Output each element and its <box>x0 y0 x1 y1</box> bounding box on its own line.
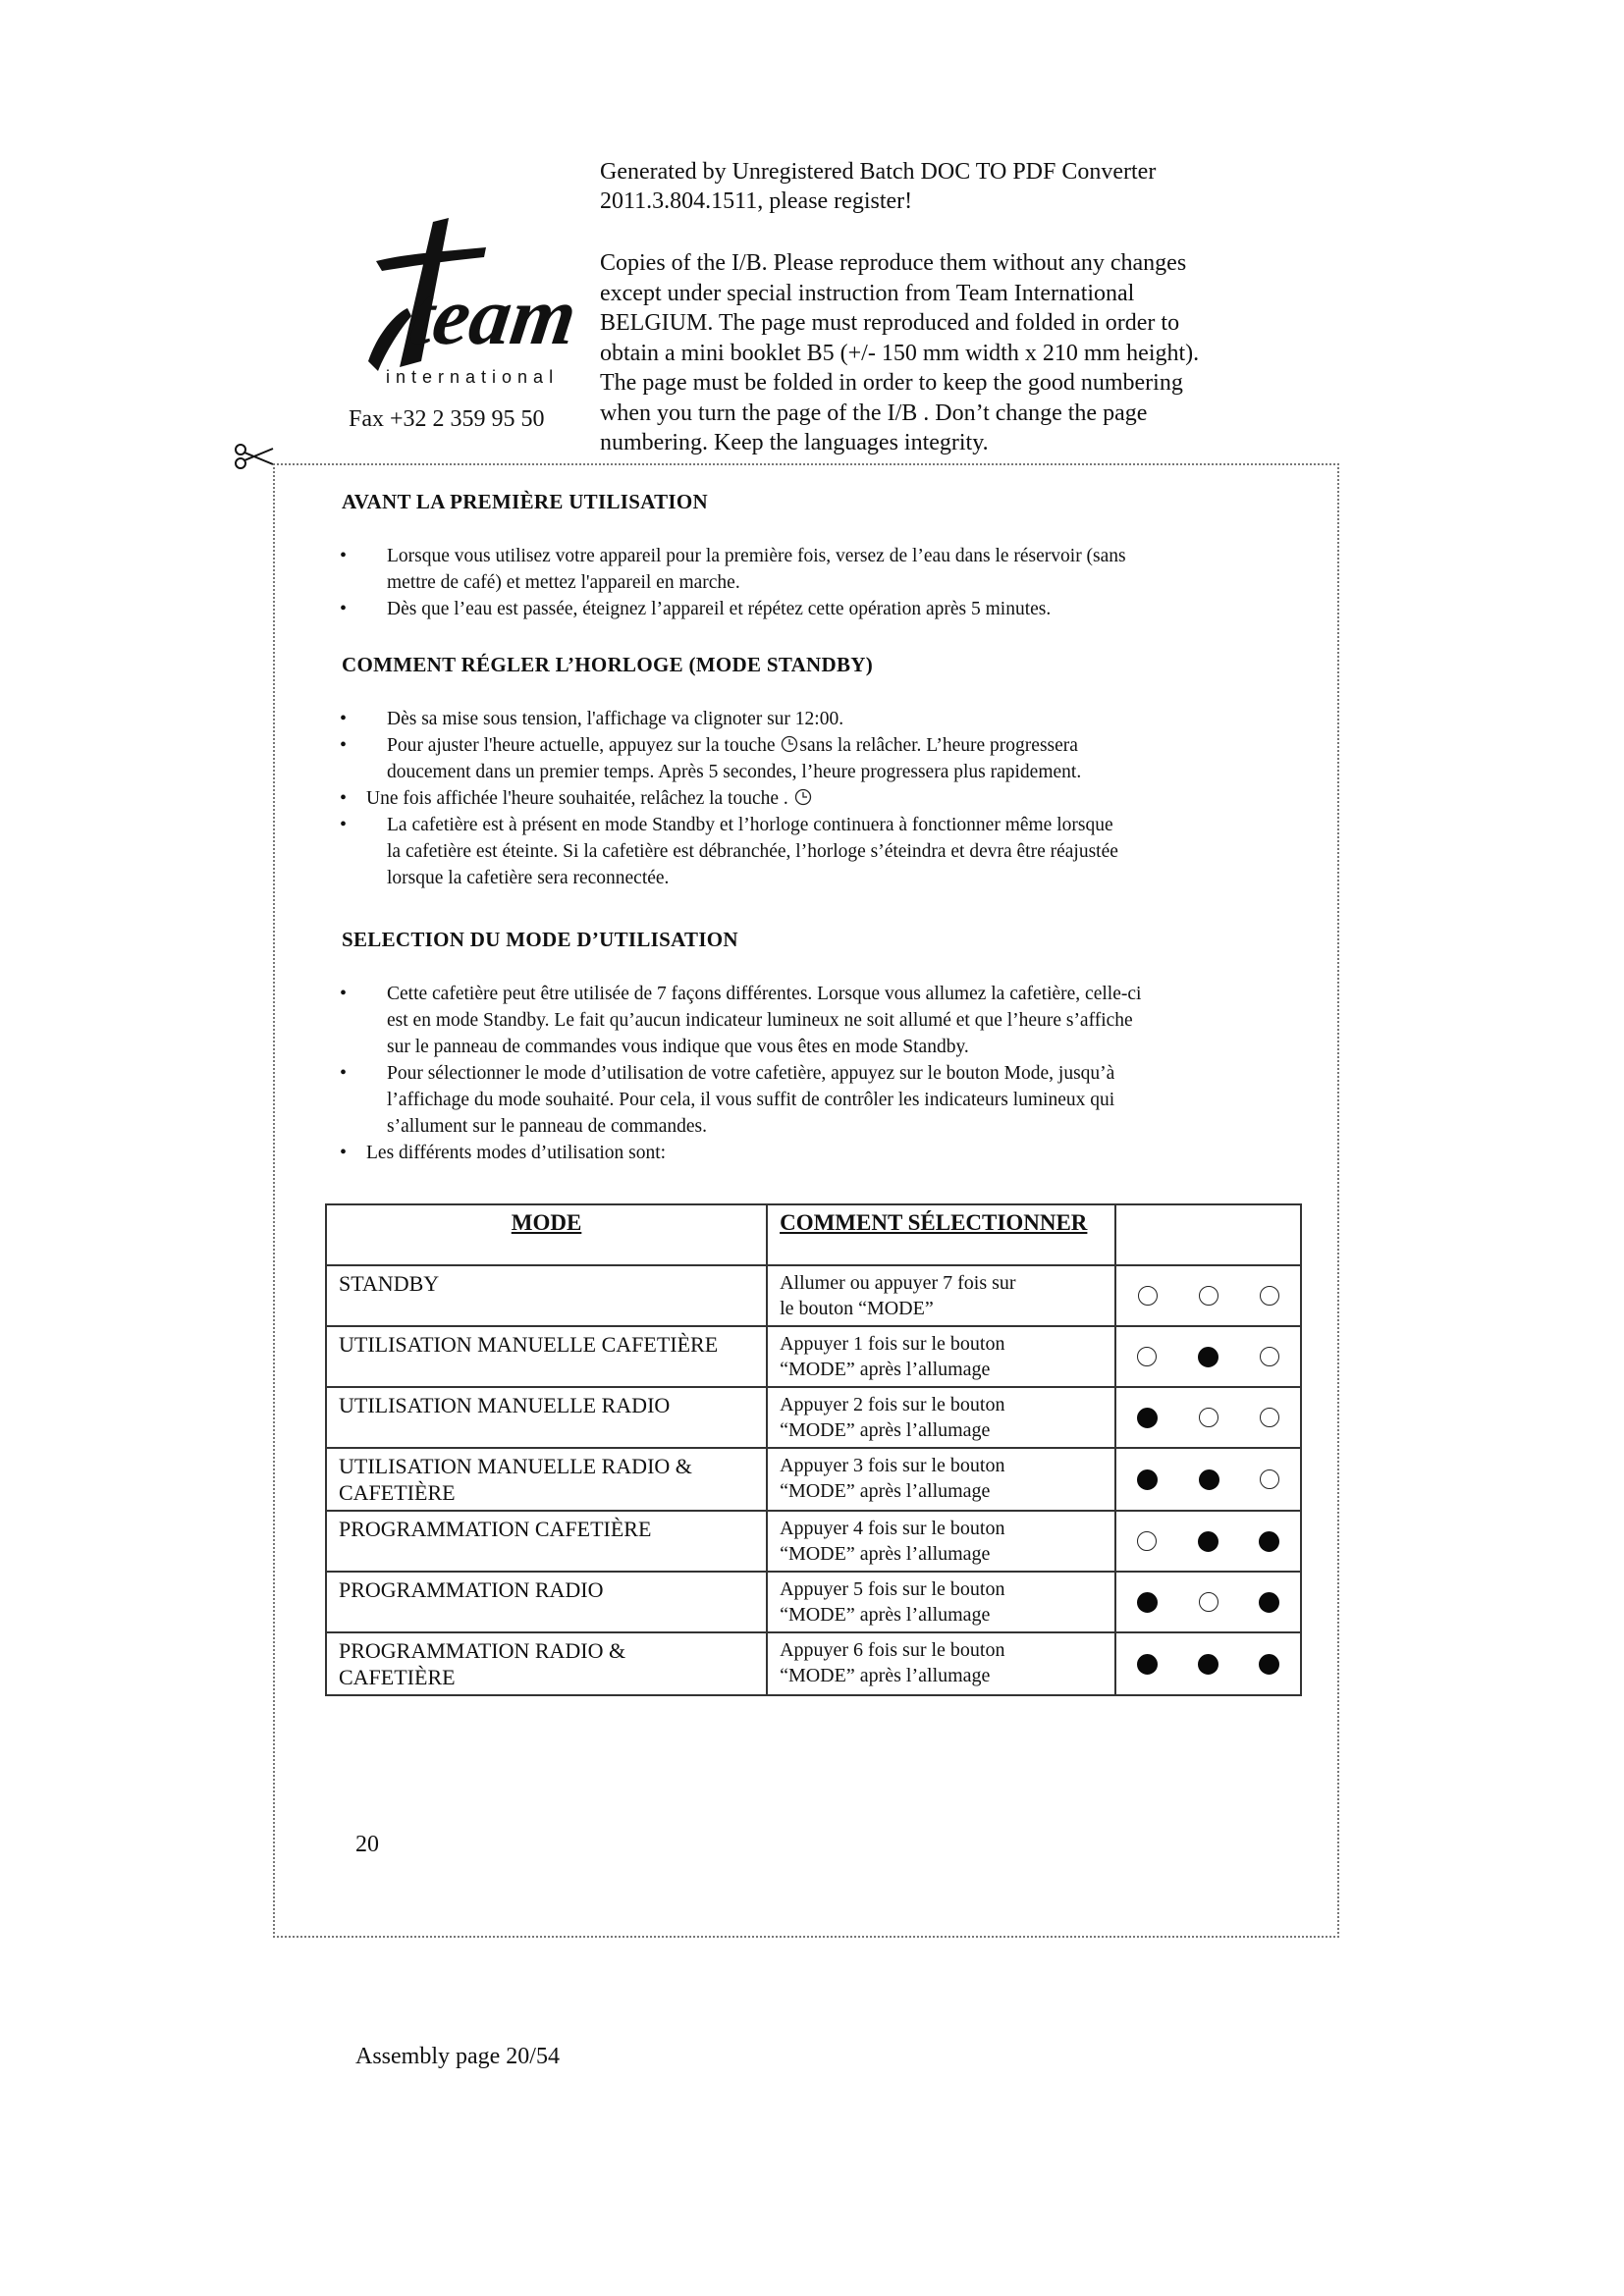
indicator-on-icon <box>1199 1469 1219 1490</box>
indicator-cell <box>1115 1572 1301 1632</box>
indicator-off-icon <box>1260 1347 1279 1366</box>
list-item: • Une fois affichée l'heure souhaitée, relâchez la touche . <box>334 785 1118 812</box>
list-item: • Dès que l’eau est passée, éteignez l’appareil et répétez cette opération après 5 minutes. <box>334 596 1126 622</box>
indicator-cell <box>1115 1511 1301 1572</box>
logo-subtext: international <box>386 367 560 387</box>
copies-line: Copies of the I/B. Please reproduce them without any changes <box>600 250 1187 276</box>
indicator-off-icon <box>1137 1531 1157 1551</box>
booklet-cut-border <box>273 463 1339 1938</box>
indicator-on-icon <box>1198 1347 1218 1367</box>
logo-wordmark: team <box>404 271 582 362</box>
copies-line: BELGIUM. The page must reproduced and folded in order to <box>600 310 1180 336</box>
indicator-off-icon <box>1199 1286 1218 1306</box>
clock-list <box>334 706 1118 891</box>
table-row <box>326 1387 1301 1448</box>
mode-cell: STANDBY <box>326 1265 767 1326</box>
indicator-off-icon <box>1260 1286 1279 1306</box>
list-item: • Cette cafetière peut être utilisée de 7 façons différentes. Lorsque vous allumez la cafetière, celle-ci est en mode Standby. Le fait qu’aucun indicateur lumineux ne soit allumé et que l’heure s’affiche sur le panneau de commandes vous indique que vous êtes en mode Standby. <box>334 981 1141 1060</box>
indicator-on-icon <box>1198 1654 1218 1675</box>
mode-cell: PROGRAMMATION CAFETIÈRE <box>326 1511 767 1572</box>
page-number: 20 <box>355 1832 379 1857</box>
copies-line: The page must be folded in order to keep the good numbering <box>600 370 1183 396</box>
fax-number: Fax +32 2 359 95 50 <box>349 406 545 432</box>
indicator-on-icon <box>1137 1408 1158 1428</box>
table-row <box>326 1572 1301 1632</box>
indicator-on-icon <box>1198 1531 1218 1552</box>
copies-line: except under special instruction from Team International <box>600 280 1135 306</box>
copies-line: obtain a mini booklet B5 (+/- 150 mm width x 210 mm height). <box>600 340 1200 366</box>
clock-icon <box>794 788 812 806</box>
how-cell: Appuyer 5 fois sur le bouton “MODE” après l’allumage <box>767 1572 1115 1632</box>
mode-cell: UTILISATION MANUELLE RADIO <box>326 1387 767 1448</box>
converter-line-2: 2011.3.804.1511, please register! <box>600 188 913 214</box>
section-title-clock: COMMENT RÉGLER L’HORLOGE (MODE STANDBY) <box>342 653 874 676</box>
indicator-cell <box>1115 1632 1301 1695</box>
copies-line: when you turn the page of the I/B . Don’t change the page <box>600 400 1148 426</box>
indicator-off-icon <box>1260 1408 1279 1427</box>
indicator-on-icon <box>1259 1531 1279 1552</box>
how-cell: Appuyer 1 fois sur le bouton “MODE” après l’allumage <box>767 1326 1115 1387</box>
how-cell: Appuyer 6 fois sur le bouton “MODE” après l’allumage <box>767 1632 1115 1695</box>
indicator-cell <box>1115 1387 1301 1448</box>
list-item: • La cafetière est à présent en mode Standby et l’horloge continuera à fonctionner même lorsque la cafetière est éteinte. Si la cafetière est débranchée, l’horloge s’éteindra et devra être réajustée lorsque la cafetière sera reconnectée. <box>334 812 1118 891</box>
indicator-on-icon <box>1259 1654 1279 1675</box>
copies-line: numbering. Keep the languages integrity. <box>600 430 989 455</box>
indicator-off-icon <box>1138 1286 1158 1306</box>
column-header-how: COMMENT SÉLECTIONNER <box>767 1204 1115 1265</box>
section-title-mode-selection: SELECTION DU MODE D’UTILISATION <box>342 928 738 951</box>
mode-table <box>325 1203 1302 1696</box>
mode-selection-list <box>334 981 1141 1166</box>
mode-cell: UTILISATION MANUELLE CAFETIÈRE <box>326 1326 767 1387</box>
mode-cell: UTILISATION MANUELLE RADIO & CAFETIÈRE <box>326 1448 767 1511</box>
converter-line-1: Generated by Unregistered Batch DOC TO PDF Converter <box>600 159 1157 185</box>
table-row <box>326 1326 1301 1387</box>
column-header-mode: MODE <box>326 1204 767 1265</box>
indicator-off-icon <box>1199 1408 1218 1427</box>
list-item: • Pour ajuster l'heure actuelle, appuyez sur la touche sans la relâcher. L’heure progressera doucement dans un premier temps. Après 5 secondes, l’heure progressera plus rapidement. <box>334 732 1118 785</box>
indicator-off-icon <box>1199 1592 1218 1612</box>
indicator-cell <box>1115 1265 1301 1326</box>
table-header-row <box>326 1204 1301 1265</box>
clock-icon <box>781 735 798 753</box>
column-header-indicators <box>1115 1204 1301 1265</box>
list-item: • Lorsque vous utilisez votre appareil pour la première fois, versez de l’eau dans le réservoir (sans mettre de café) et mettez l'appareil en marche. <box>334 543 1126 596</box>
table-row <box>326 1265 1301 1326</box>
scissors-icon <box>234 444 275 469</box>
indicator-on-icon <box>1137 1654 1158 1675</box>
table-row <box>326 1448 1301 1511</box>
indicator-off-icon <box>1137 1347 1157 1366</box>
team-international-logo <box>339 214 582 396</box>
assembly-page: Assembly page 20/54 <box>355 2044 560 2069</box>
table-row <box>326 1632 1301 1695</box>
table-row <box>326 1511 1301 1572</box>
mode-cell: PROGRAMMATION RADIO <box>326 1572 767 1632</box>
indicator-on-icon <box>1137 1592 1158 1613</box>
mode-cell: PROGRAMMATION RADIO & CAFETIÈRE <box>326 1632 767 1695</box>
how-cell: Appuyer 3 fois sur le bouton “MODE” après l’allumage <box>767 1448 1115 1511</box>
indicator-on-icon <box>1137 1469 1158 1490</box>
first-use-list <box>334 543 1126 622</box>
section-title-first-use: AVANT LA PREMIÈRE UTILISATION <box>342 490 709 513</box>
how-cell: Appuyer 4 fois sur le bouton “MODE” après l’allumage <box>767 1511 1115 1572</box>
indicator-on-icon <box>1259 1592 1279 1613</box>
copies-instructions <box>600 248 1287 458</box>
list-item: • Les différents modes d’utilisation sont: <box>334 1140 1141 1166</box>
how-cell: Allumer ou appuyer 7 fois sur le bouton “MODE” <box>767 1265 1115 1326</box>
list-item: • Pour sélectionner le mode d’utilisation de votre cafetière, appuyez sur le bouton Mode, jusqu’à l’affichage du mode souhaité. Pour cela, il vous suffit de contrôler les indicateurs lumineux qui s’allument sur le panneau de commandes. <box>334 1060 1141 1140</box>
list-item: • Dès sa mise sous tension, l'affichage va clignoter sur 12:00. <box>334 706 1118 732</box>
converter-note <box>600 157 1287 216</box>
indicator-off-icon <box>1260 1469 1279 1489</box>
how-cell: Appuyer 2 fois sur le bouton “MODE” après l’allumage <box>767 1387 1115 1448</box>
indicator-cell <box>1115 1326 1301 1387</box>
indicator-cell <box>1115 1448 1301 1511</box>
